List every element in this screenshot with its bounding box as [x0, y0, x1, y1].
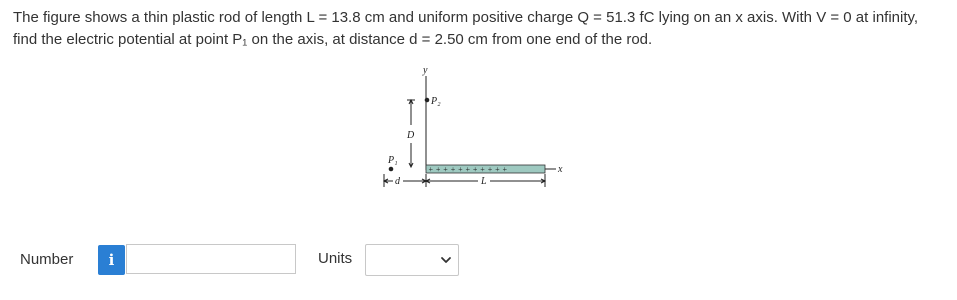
rod-charge-symbols: + + + + + + + + + + + — [428, 165, 508, 174]
rod-diagram — [370, 60, 580, 200]
y-axis-label: y — [423, 65, 428, 76]
number-label: Number — [20, 251, 74, 268]
rod-figure — [370, 60, 580, 200]
answer-row — [0, 240, 957, 280]
units-select[interactable] — [365, 244, 459, 276]
x-axis-label: x — [558, 164, 563, 175]
p2-point — [425, 98, 430, 103]
question-line-1: The figure shows a thin plastic rod of length L = 13.8 cm and uniform positive charge Q = 51.3 fC lying on an x axis. With V = 0 at infinity, — [13, 9, 919, 26]
info-icon[interactable]: i — [98, 245, 125, 275]
units-label: Units — [318, 250, 353, 267]
p1-label: P₁ — [388, 155, 398, 166]
number-input[interactable] — [126, 244, 296, 274]
d-label: d — [395, 176, 400, 187]
L-label: L — [481, 176, 487, 187]
D-label: D — [407, 130, 415, 141]
question-text — [13, 7, 948, 51]
chevron-down-icon — [440, 254, 452, 266]
question-line-2: find the electric potential at point P₁ on the axis, at distance d = 2.50 cm from one end of the rod. — [13, 31, 653, 48]
p1-point — [389, 167, 394, 172]
p2-label: P₂ — [431, 96, 441, 107]
